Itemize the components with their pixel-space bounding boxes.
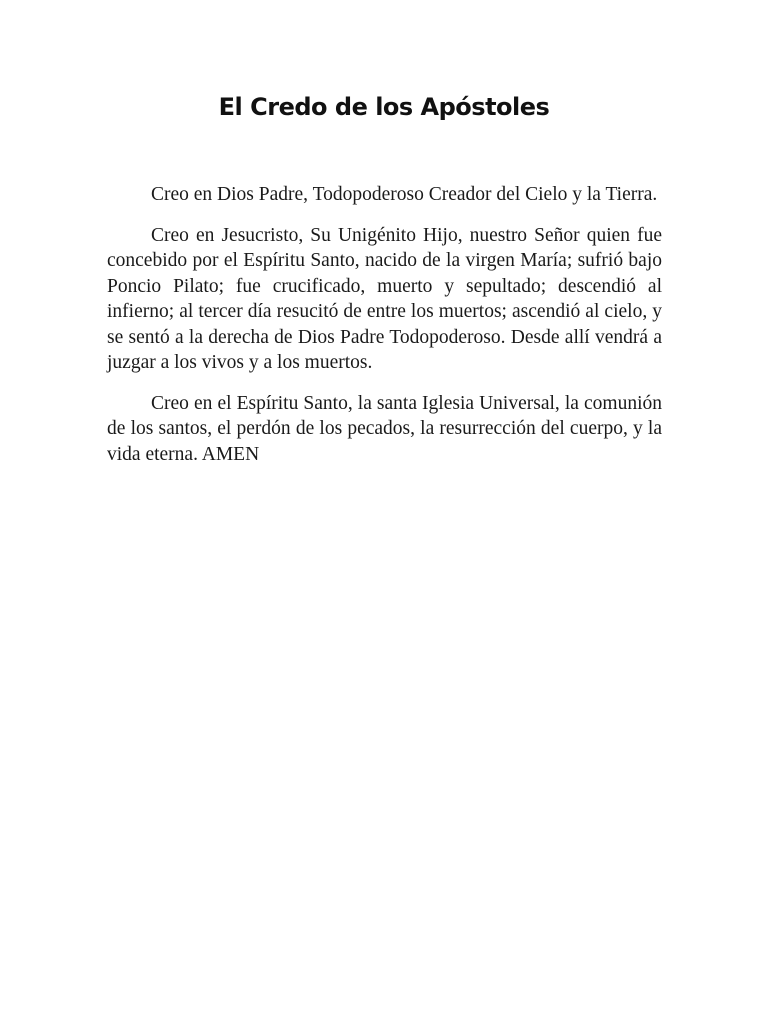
paragraph-father: Creo en Dios Padre, Todopoderoso Creador del Cielo y la Tierra. — [151, 184, 658, 205]
paragraph-spirit: Creo en el Espíritu Santo, la santa Iglesia Universal, la comunión de los santos, el perdón de los pecados, la resurrección del cuerpo, y la vida eterna. AMEN — [107, 392, 662, 465]
page-title: El Credo de los Apóstoles — [218, 93, 550, 121]
paragraph-son: Creo en Jesucristo, Su Unigénito Hijo, nuestro Señor quien fue concebido por el Espíritu Santo, nacido de la virgen María; sufrió bajo Poncio Pilato; fue crucificado, muerto y sepultado; descendió al infierno; al tercer día resucitó de entre los muertos; ascendió al cielo, y se sentó a la derecha de Dios Padre Todopoderoso. Desde allí vendrá a juzgar a los vivos y a los muertos. — [107, 224, 662, 373]
document-body — [107, 182, 662, 482]
